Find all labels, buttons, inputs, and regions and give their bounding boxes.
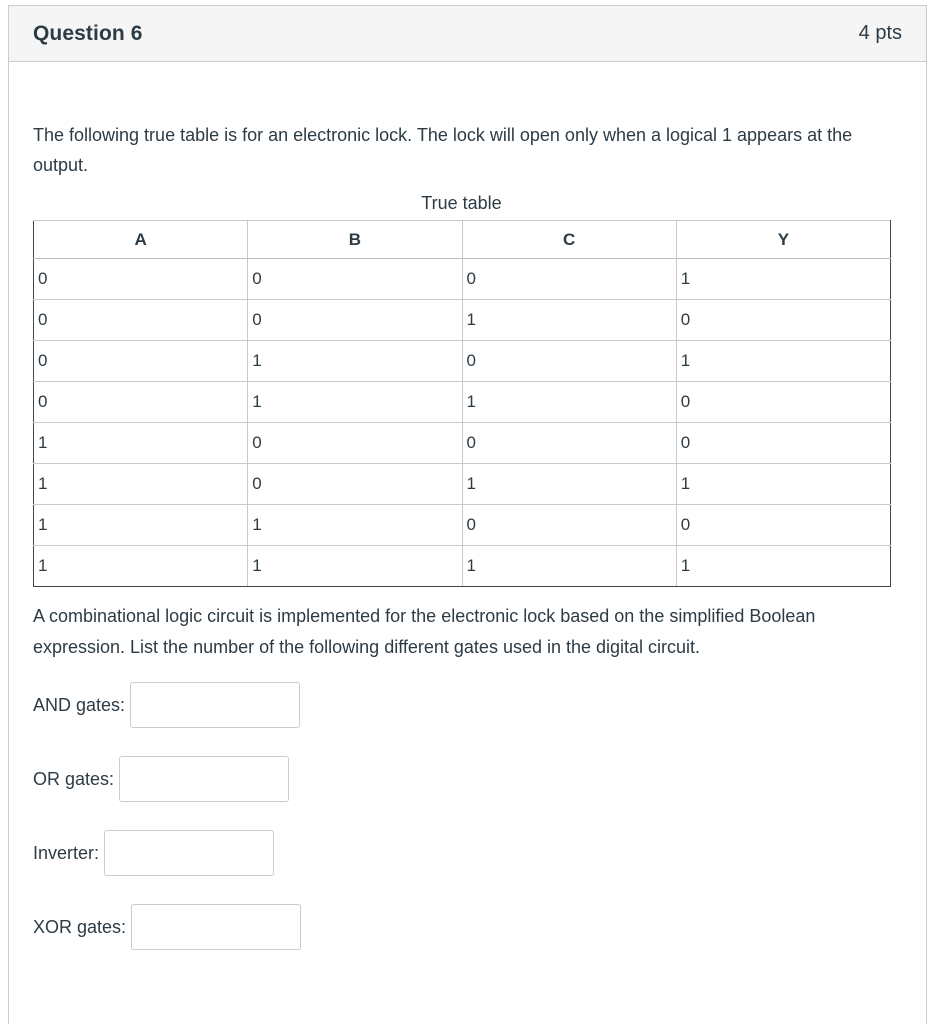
table-row (34, 505, 891, 546)
table-cell: 1 (462, 300, 676, 341)
table-cell: 1 (462, 546, 676, 587)
table-row (34, 341, 891, 382)
xor-gates-row (33, 904, 301, 950)
truth-table (33, 220, 891, 587)
xor-gates-label: XOR gates: (33, 916, 127, 937)
table-cell: 0 (34, 259, 248, 300)
table-cell: 0 (248, 259, 462, 300)
or-gates-label: OR gates: (33, 768, 115, 789)
xor-gates-input[interactable] (131, 904, 301, 950)
column-header-c: C (462, 221, 676, 259)
table-cell: 0 (248, 423, 462, 464)
table-cell: 1 (248, 546, 462, 587)
table-row (34, 546, 891, 587)
or-gates-input[interactable] (119, 756, 289, 802)
question-header (9, 6, 926, 62)
table-cell: 0 (462, 341, 676, 382)
table-cell: 1 (34, 505, 248, 546)
table-cell: 1 (34, 546, 248, 587)
table-cell: 0 (34, 300, 248, 341)
or-gates-row (33, 756, 289, 802)
table-cell: 1 (676, 464, 890, 505)
table-cell: 1 (248, 505, 462, 546)
question-points: 4 pts (858, 22, 902, 44)
table-row (34, 259, 891, 300)
table-cell: 0 (248, 464, 462, 505)
followup-text: A combinational logic circuit is implemented for the electronic lock based on the simplified Boolean expression. List the number of the following different gates used in the digital circuit. (33, 606, 816, 657)
table-cell: 0 (34, 382, 248, 423)
table-cell: 0 (676, 505, 890, 546)
question-title: Question 6 (33, 21, 143, 45)
table-cell: 0 (248, 300, 462, 341)
table-cell: 0 (676, 382, 890, 423)
column-header-a: A (34, 221, 248, 259)
table-cell: 1 (462, 382, 676, 423)
table-cell: 1 (248, 382, 462, 423)
column-header-b: B (248, 221, 462, 259)
table-row (34, 300, 891, 341)
table-cell: 1 (34, 464, 248, 505)
table-cell: 0 (34, 341, 248, 382)
column-header-y: Y (676, 221, 890, 259)
table-cell: 1 (676, 341, 890, 382)
table-caption: True table (421, 193, 502, 213)
table-cell: 0 (676, 300, 890, 341)
table-header-row (34, 221, 891, 259)
table-row (34, 382, 891, 423)
question-card (8, 5, 927, 1024)
and-gates-input[interactable] (130, 682, 300, 728)
table-cell: 1 (34, 423, 248, 464)
and-gates-label: AND gates: (33, 694, 126, 715)
table-cell: 0 (676, 423, 890, 464)
table-cell: 0 (462, 259, 676, 300)
inverter-row (33, 830, 274, 876)
table-cell: 1 (248, 341, 462, 382)
inverter-input[interactable] (104, 830, 274, 876)
table-cell: 1 (676, 546, 890, 587)
table-cell: 0 (462, 505, 676, 546)
intro-text: The following true table is for an electronic lock. The lock will open only when a logical 1 appears at the output. (33, 125, 853, 175)
inverter-label: Inverter: (33, 842, 100, 863)
table-row (34, 423, 891, 464)
table-cell: 1 (676, 259, 890, 300)
table-row (34, 464, 891, 505)
table-cell: 1 (462, 464, 676, 505)
and-gates-row (33, 682, 300, 728)
table-cell: 0 (462, 423, 676, 464)
